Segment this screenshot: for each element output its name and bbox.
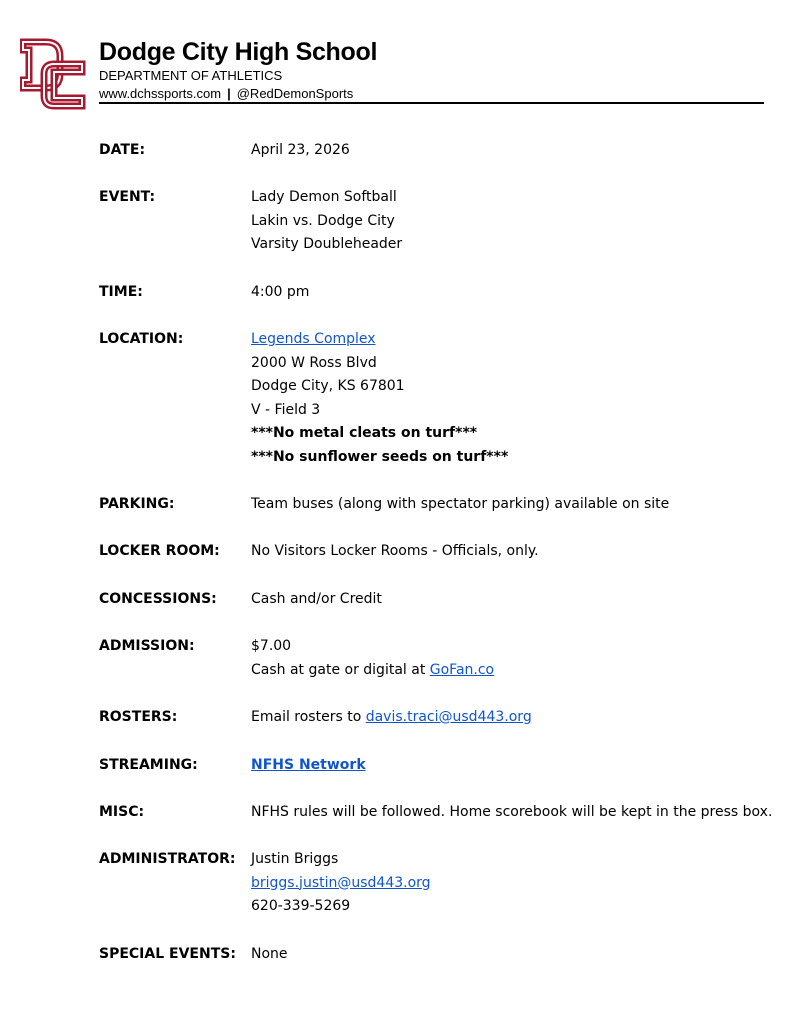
admission-price: $7.00 [251,638,292,654]
event-label: EVENT: [99,189,156,205]
locker-room-label: LOCKER ROOM: [99,543,220,559]
department-name: DEPARTMENT OF ATHLETICS [99,68,283,83]
rosters-label: ROSTERS: [99,709,178,725]
administrator-phone: 620-339-5269 [251,898,351,914]
parking-label: PARKING: [99,496,175,512]
special-events-label: SPECIAL EVENTS: [99,946,236,962]
location-note: ***No metal cleats on turf*** [251,425,478,441]
gofan-link[interactable]: GoFan.co [429,661,495,678]
header-links [99,86,353,102]
rosters-email-link[interactable]: davis.traci@usd443.org [365,709,532,725]
administrator-email-link[interactable]: briggs.justin@usd443.org [251,874,431,891]
concessions-value: Cash and/or Credit [251,591,382,607]
special-events-value: None [251,946,288,962]
location-note: ***No sunflower seeds on turf*** [251,448,509,465]
administrator-name: Justin Briggs [251,851,339,867]
event-line: Lady Demon Softball [251,189,397,205]
administrator-label: ADMINISTRATOR: [99,851,236,867]
date-label: DATE: [99,142,146,158]
admission-label: ADMISSION: [99,638,195,654]
location-line: Dodge City, KS 67801 [251,378,405,394]
nfhs-network-link[interactable]: NFHS Network [251,757,366,773]
link-separator: | [227,86,231,101]
school-title: Dodge City High School [99,38,378,66]
location-line: V - Field 3 [251,401,321,418]
time-value: 4:00 pm [251,284,310,300]
website-link[interactable]: www.dchssports.com [99,86,222,101]
time-label: TIME: [99,284,143,300]
school-logo-icon [20,38,86,110]
rosters-text: Email rosters to [251,709,366,725]
parking-value: Team buses (along with spectator parking) available on site [251,496,670,512]
location-label: LOCATION: [99,331,184,347]
location-link[interactable]: Legends Complex [251,331,376,347]
header-divider [99,102,764,104]
date-value: April 23, 2026 [251,142,350,158]
misc-label: MISC: [99,804,145,820]
event-line: Varsity Doubleheader [251,236,403,252]
concessions-label: CONCESSIONS: [99,591,217,607]
locker-room-value: No Visitors Locker Rooms - Officials, only. [251,543,539,559]
location-line: 2000 W Ross Blvd [251,354,377,371]
social-handle[interactable]: @RedDemonSports [236,86,354,101]
admission-text: Cash at gate or digital at [251,661,430,678]
event-line: Lakin vs. Dodge City [251,212,395,229]
streaming-label: STREAMING: [99,757,198,773]
misc-value: NFHS rules will be followed. Home scorebook will be kept in the press box. [251,804,773,820]
